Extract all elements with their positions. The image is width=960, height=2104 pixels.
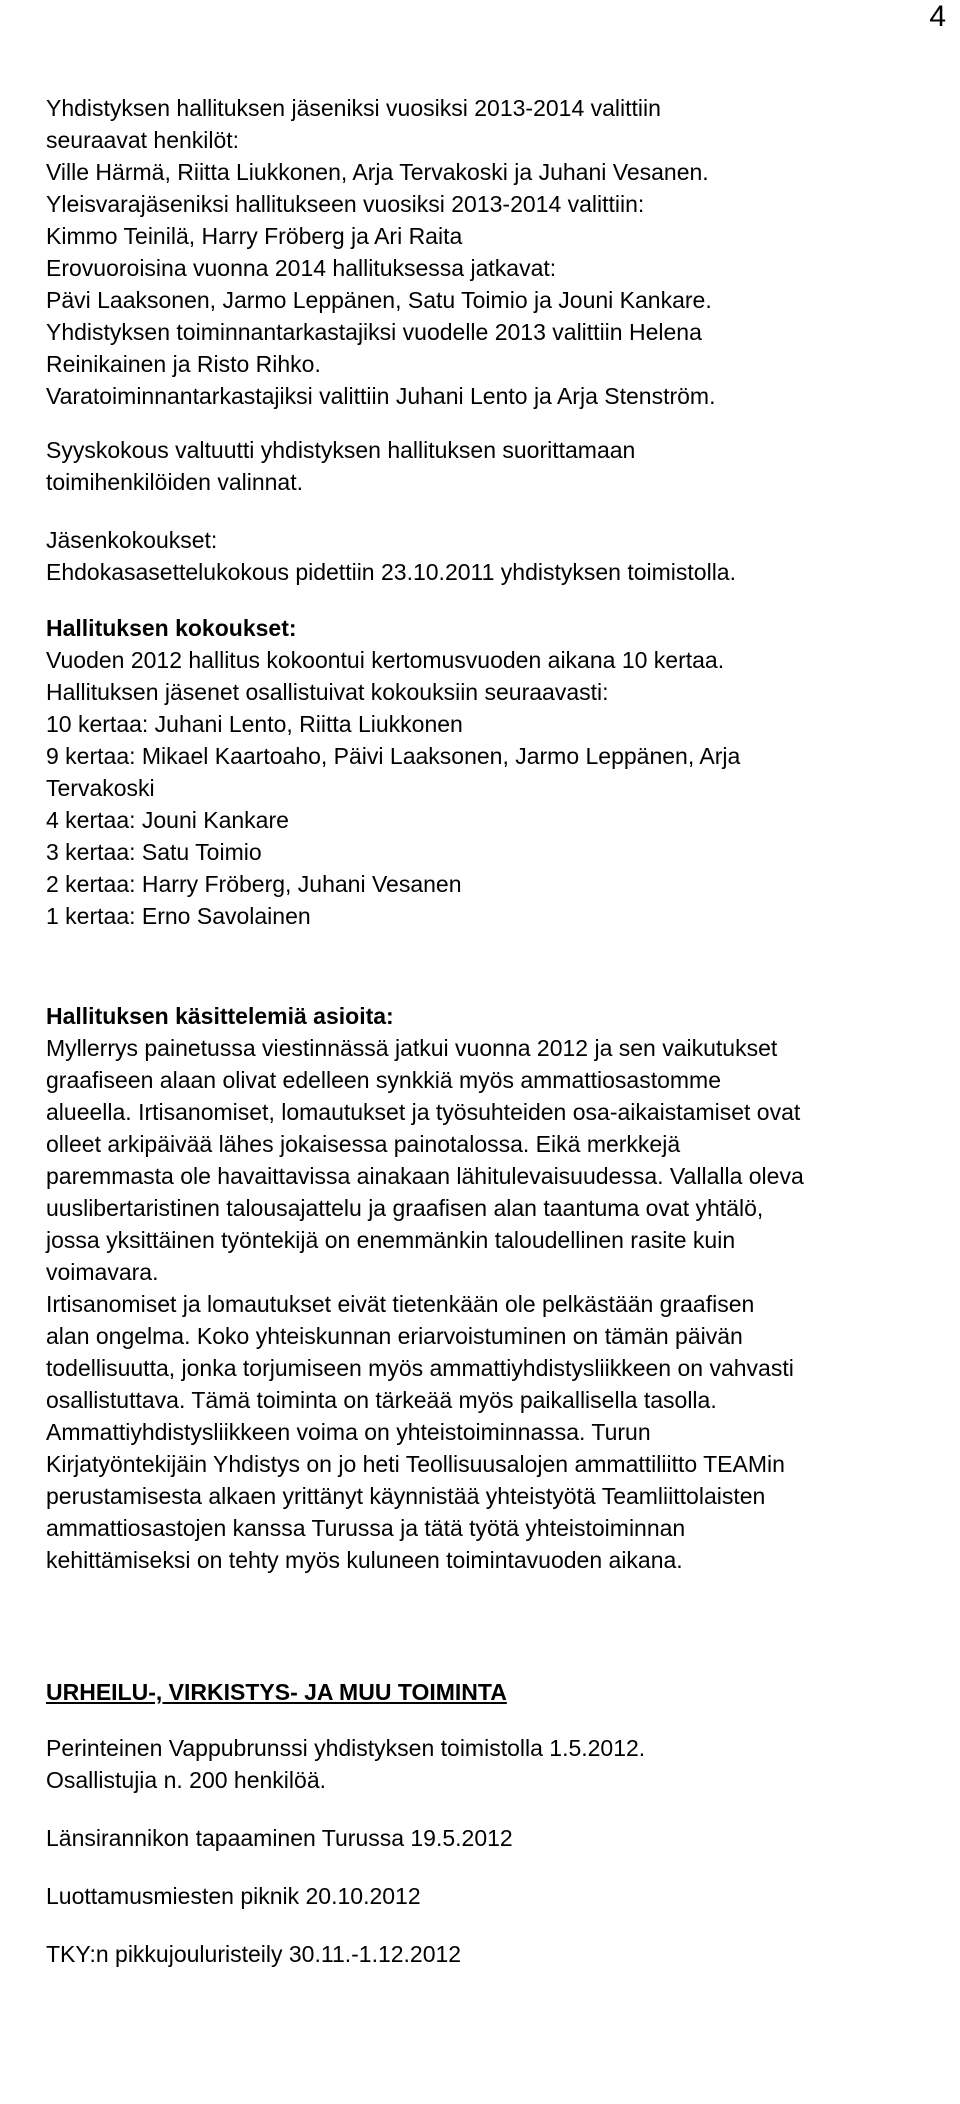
text-line: 9 kertaa: Mikael Kaartoaho, Päivi Laaksonen, Jarmo Leppänen, Arja xyxy=(46,743,741,769)
text-line: 10 kertaa: Juhani Lento, Riitta Liukkonen xyxy=(46,711,463,737)
authorization-section xyxy=(46,434,946,498)
section-heading: Hallituksen kokoukset: xyxy=(46,615,297,641)
text-line: Ammattiyhdistysliikkeen voima on yhteistoiminnassa. Turun xyxy=(46,1419,651,1445)
text-line: olleet arkipäivää lähes jokaisessa painotalossa. Eikä merkkejä xyxy=(46,1131,681,1157)
section-heading: URHEILU-, VIRKISTYS- JA MUU TOIMINTA xyxy=(46,1679,507,1705)
board-topics-section xyxy=(46,1000,946,1576)
board-election-section xyxy=(46,92,946,412)
text-line: uuslibertaristinen talousajattelu ja graafisen alan taantuma ovat yhtälö, xyxy=(46,1195,764,1221)
text-line: paremmasta ole havaittavissa ainakaan lähitulevaisuudessa. Vallalla oleva xyxy=(46,1163,804,1189)
section-heading: Jäsenkokoukset: xyxy=(46,527,218,553)
text-line: Yleisvarajäseniksi hallitukseen vuosiksi 2013-2014 valittiin: xyxy=(46,191,645,217)
text-line: Vuoden 2012 hallitus kokoontui kertomusvuoden aikana 10 kertaa. xyxy=(46,647,725,673)
text-line: Luottamusmiesten piknik 20.10.2012 xyxy=(46,1883,421,1909)
text-line: perustamisesta alkaen yrittänyt käynnistää yhteistyötä Teamliittolaisten xyxy=(46,1483,766,1509)
text-line: Yhdistyksen hallituksen jäseniksi vuosiksi 2013-2014 valittiin xyxy=(46,95,661,121)
event-piknik xyxy=(46,1880,946,1912)
text-line: Hallituksen jäsenet osallistuivat kokouksiin seuraavasti: xyxy=(46,679,609,705)
text-line: 1 kertaa: Erno Savolainen xyxy=(46,903,311,929)
text-line: todellisuutta, jonka torjumiseen myös ammattiyhdistysliikkeen on vahvasti xyxy=(46,1355,794,1381)
text-line: kehittämiseksi on tehty myös kuluneen toimintavuoden aikana. xyxy=(46,1547,683,1573)
recreation-section xyxy=(46,1676,946,1970)
board-meetings-section xyxy=(46,612,946,932)
text-line: Myllerrys painetussa viestinnässä jatkui vuonna 2012 ja sen vaikutukset xyxy=(46,1035,778,1061)
text-line: seuraavat henkilöt: xyxy=(46,127,240,153)
text-line: Kirjatyöntekijäin Yhdistys on jo heti Teollisuusalojen ammattiliitto TEAMin xyxy=(46,1451,785,1477)
text-line: TKY:n pikkujouluristeily 30.11.-1.12.2012 xyxy=(46,1941,462,1967)
text-line: 3 kertaa: Satu Toimio xyxy=(46,839,262,865)
text-line: Syyskokous valtuutti yhdistyksen hallituksen suorittamaan xyxy=(46,437,636,463)
text-line: Irtisanomiset ja lomautukset eivät tietenkään ole pelkästään graafisen xyxy=(46,1291,755,1317)
event-lansirannikko xyxy=(46,1822,946,1854)
section-heading: Hallituksen käsittelemiä asioita: xyxy=(46,1003,394,1029)
document-page xyxy=(46,92,946,1970)
event-risteily xyxy=(46,1938,946,1970)
event-vappubrunssi xyxy=(46,1732,946,1796)
text-line: voimavara. xyxy=(46,1259,159,1285)
text-line: alan ongelma. Koko yhteiskunnan eriarvoistuminen on tämän päivän xyxy=(46,1323,743,1349)
text-line: Ville Härmä, Riitta Liukkonen, Arja Tervakoski ja Juhani Vesanen. xyxy=(46,159,709,185)
text-line: alueella. Irtisanomiset, lomautukset ja työsuhteiden osa-aikaistamiset ovat xyxy=(46,1099,801,1125)
member-meetings-section xyxy=(46,524,946,588)
text-line: Kimmo Teinilä, Harry Fröberg ja Ari Raita xyxy=(46,223,463,249)
text-line: 4 kertaa: Jouni Kankare xyxy=(46,807,289,833)
text-line: Pävi Laaksonen, Jarmo Leppänen, Satu Toimio ja Jouni Kankare. xyxy=(46,287,712,313)
text-line: Reinikainen ja Risto Rihko. xyxy=(46,351,321,377)
text-line: Länsirannikon tapaaminen Turussa 19.5.2012 xyxy=(46,1825,513,1851)
text-line: jossa yksittäinen työntekijä on enemmänkin taloudellinen rasite kuin xyxy=(46,1227,736,1253)
page-number: 4 xyxy=(929,0,946,33)
text-line: Osallistujia n. 200 henkilöä. xyxy=(46,1767,326,1793)
text-line: Perinteinen Vappubrunssi yhdistyksen toimistolla 1.5.2012. xyxy=(46,1735,646,1761)
text-line: Ehdokasasettelukokous pidettiin 23.10.2011 yhdistyksen toimistolla. xyxy=(46,559,736,585)
text-line: 2 kertaa: Harry Fröberg, Juhani Vesanen xyxy=(46,871,462,897)
text-line: Tervakoski xyxy=(46,775,155,801)
text-line: graafiseen alaan olivat edelleen synkkiä myös ammattiosastomme xyxy=(46,1067,721,1093)
text-line: Erovuoroisina vuonna 2014 hallituksessa jatkavat: xyxy=(46,255,557,281)
text-line: ammattiosastojen kanssa Turussa ja tätä työtä yhteistoiminnan xyxy=(46,1515,686,1541)
text-line: Varatoiminnantarkastajiksi valittiin Juhani Lento ja Arja Stenström. xyxy=(46,383,716,409)
text-line: Yhdistyksen toiminnantarkastajiksi vuodelle 2013 valittiin Helena xyxy=(46,319,702,345)
text-line: osallistuttava. Tämä toiminta on tärkeää myös paikallisella tasolla. xyxy=(46,1387,717,1413)
text-line: toimihenkilöiden valinnat. xyxy=(46,469,303,495)
